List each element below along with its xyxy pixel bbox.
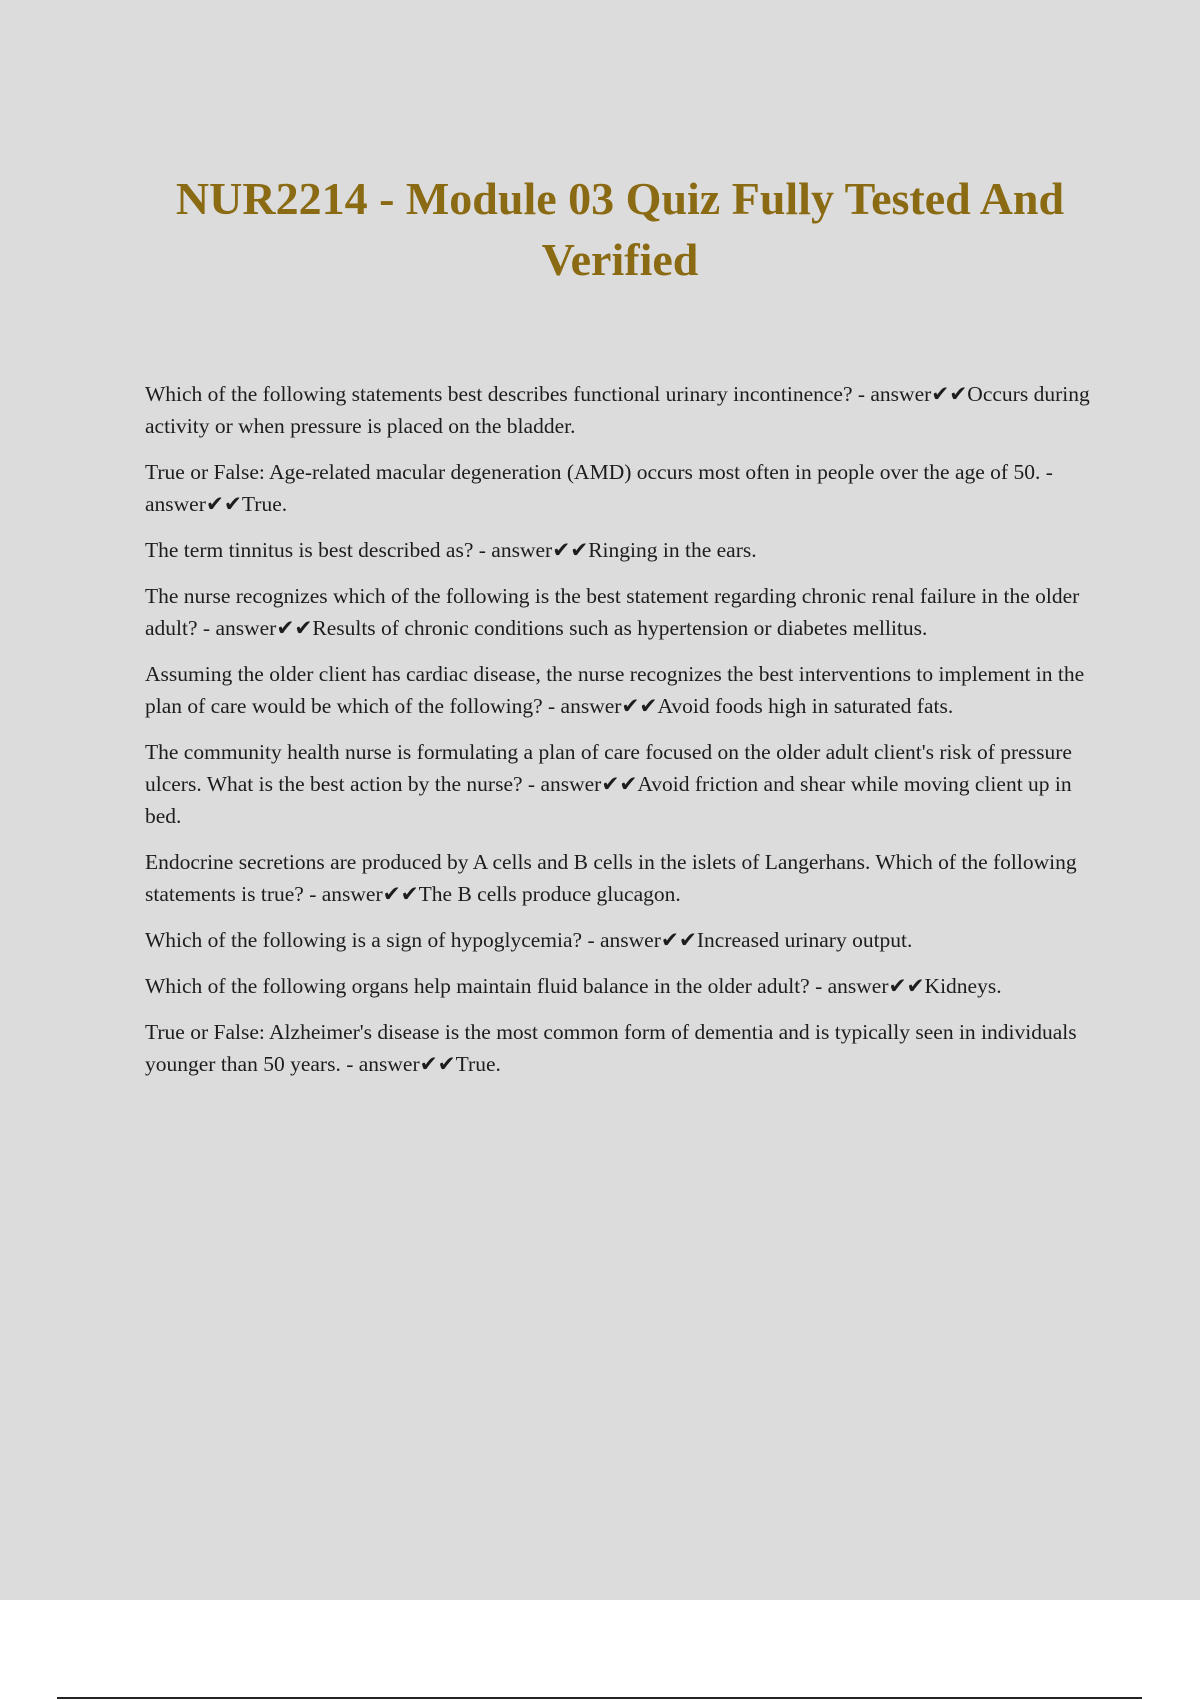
document-title: NUR2214 - Module 03 Quiz Fully Tested And Verified — [175, 173, 1065, 285]
footer-divider — [57, 1697, 1142, 1699]
qa-item: Assuming the older client has cardiac disease, the nurse recognizes the best interventions to implement in the plan of care would be which of the following? - answer✔✔Avoid foods high in saturated fats. — [145, 662, 1085, 718]
qa-item: Which of the following is a sign of hypoglycemia? - answer✔✔Increased urinary output. — [145, 928, 913, 952]
qa-item: Endocrine secretions are produced by A cells and B cells in the islets of Langerhans. Which of the following statements is true? - answer✔✔The B cells produce glucagon. — [145, 850, 1077, 906]
qa-item: Which of the following organs help maintain fluid balance in the older adult? - answer✔✔Kidneys. — [145, 974, 1002, 998]
qa-item: The nurse recognizes which of the following is the best statement regarding chronic renal failure in the older adult? - answer✔✔Results of chronic conditions such as hypertension or diabetes mellitus. — [145, 584, 1080, 640]
qa-item: Which of the following statements best describes functional urinary incontinence? - answer✔✔Occurs during activity or when pressure is placed on the bladder. — [145, 382, 1090, 438]
qa-item: True or False: Age-related macular degeneration (AMD) occurs most often in people over the age of 50. - answer✔✔True. — [145, 460, 1053, 516]
question-answer-list — [145, 378, 1090, 1094]
qa-item: The term tinnitus is best described as? - answer✔✔Ringing in the ears. — [145, 538, 757, 562]
qa-item: The community health nurse is formulating a plan of care focused on the older adult client's risk of pressure ulcers. What is the best action by the nurse? - answer✔✔Avoid friction and shear while moving client up in bed. — [145, 740, 1072, 828]
qa-item: True or False: Alzheimer's disease is the most common form of dementia and is typically seen in individuals younger than 50 years. - answer✔✔True. — [145, 1020, 1077, 1076]
